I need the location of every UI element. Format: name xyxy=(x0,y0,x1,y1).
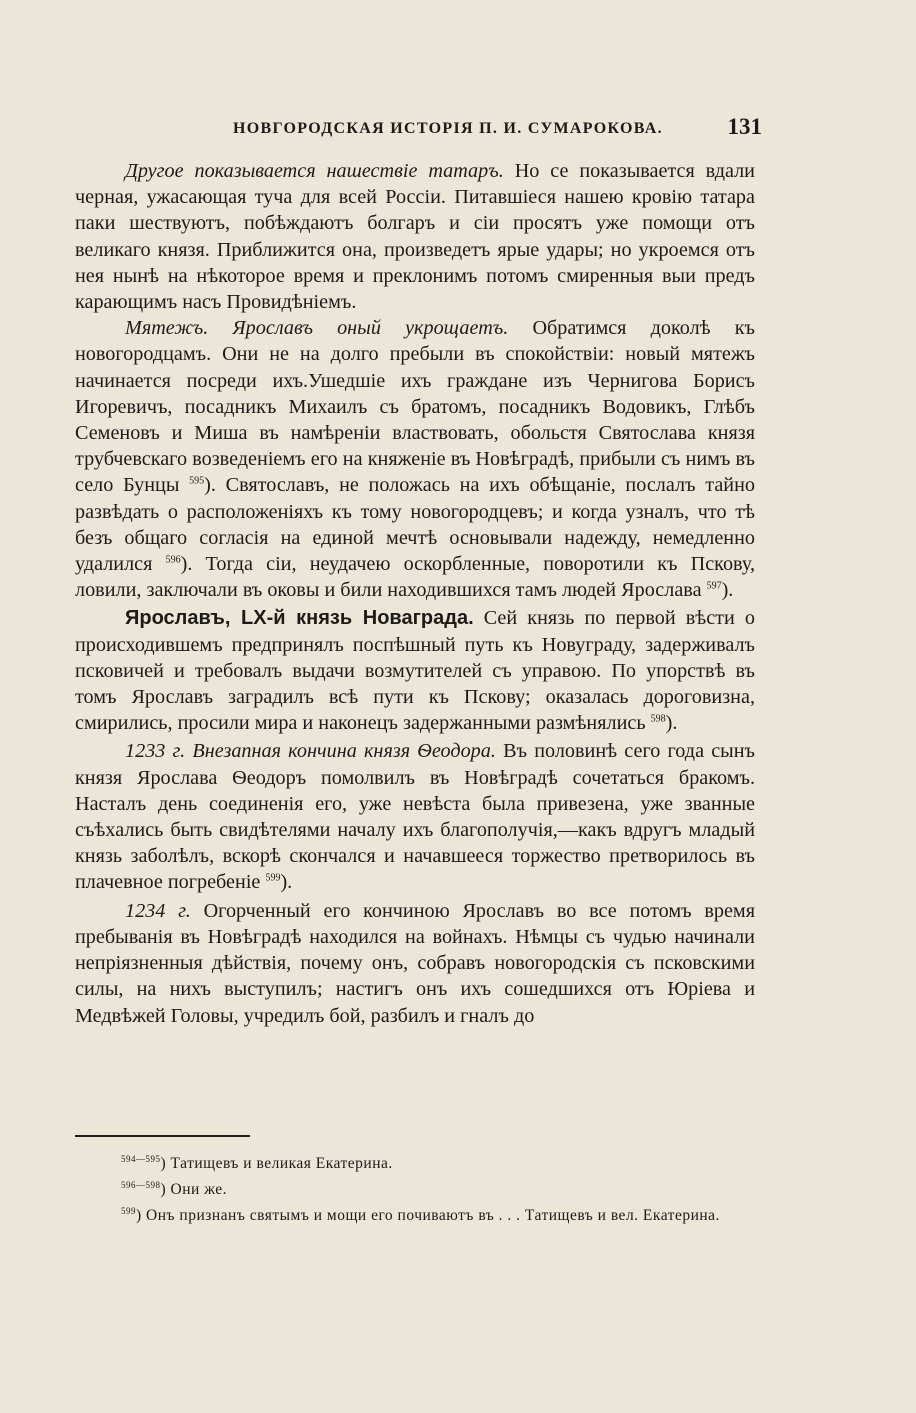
paragraph-body: ). Тогда сіи, неудачею оскорбленные, поворотили къ Пскову, ловили, заключали въ оковы и били находившихся тамъ людей Ярослава xyxy=(75,553,755,602)
footnote-ref: 599 xyxy=(265,872,281,884)
footnote-divider xyxy=(75,1135,250,1137)
paragraph-body: ). xyxy=(280,871,293,894)
paragraph-body: Сей князь по первой вѣсти о происходившемъ предпринялъ поспѣшный путь къ Новуграду, задерживалъ псковичей и требовалъ выдачи возмутителей съ управою. По упорствѣ въ томъ Ярославъ заградилъ всѣ пути къ Пскову; оказалась дороговизна, смирились, просили мира и наконецъ задержанными размѣнялись xyxy=(75,607,755,735)
footnote xyxy=(75,1151,755,1177)
paragraph-body: ). xyxy=(721,579,734,602)
paragraph-lead: Мятежъ. Ярославъ оный укрощаетъ. xyxy=(125,317,509,340)
footnote-ref: 596 xyxy=(165,554,181,566)
paragraph-lead: 1234 г. xyxy=(125,899,191,922)
footnote-text: ) Они же. xyxy=(160,1181,227,1198)
paragraph-yaroslav xyxy=(75,605,755,736)
paragraph-body: ). xyxy=(665,712,678,735)
paragraph-1234 xyxy=(75,898,755,1029)
footnote-text: ) Татищевъ и великая Екатерина. xyxy=(160,1155,393,1172)
main-text xyxy=(75,158,755,1029)
footnote-mark: 596—598 xyxy=(121,1179,161,1190)
paragraph-tatar-invasion xyxy=(75,158,755,315)
paragraph-body: Въ половинѣ сего года сынъ князя Ярослава Ѳеодоръ помолвилъ въ Новѣградѣ сочетаться бракомъ. Насталъ день соединенія его, уже невѣста была привезена, уже званные съѣхались быть свидѣтелями началу ихъ благополучія,—какъ вдругъ младый князь заболѣлъ, вскорѣ скончался и начавшееся торжество претворилось въ плачевное погребеніе xyxy=(75,740,755,894)
footnotes xyxy=(75,1151,755,1229)
footnote xyxy=(75,1177,755,1203)
page-header xyxy=(75,112,762,152)
section-heading: Ярославъ, LX-й князь Новаграда. xyxy=(125,607,474,630)
footnote-mark: 599 xyxy=(121,1205,136,1216)
paragraph-body: Обратимся доколѣ къ новогородцамъ. Они не на долго пребыли въ спокойствіи: новый мятежъ начинается посреди ихъ.Ушедшіе ихъ граждане изъ Чернигова Борисъ Игоревичъ, посадникъ Михаилъ съ братомъ, посадникъ Водовикъ, Глѣбъ Семеновъ и Миша въ намѣреніи властвовать, обольстя Святослава князя трубчевскаго возведеніемъ его на княженіе въ Новѣградѣ, прибыли съ нимъ въ село Бунцы xyxy=(75,317,755,497)
page-number: 131 xyxy=(727,114,762,139)
paragraph-body: Но се показывается вдали черная, ужасающая туча для всей Россіи. Питавшіеся нашею кровію татара паки шествуютъ, побѣждаютъ болгаръ и сіи просятъ уже помощи отъ великаго князя. Приближится она, произведетъ ярые удары; но укроемся отъ нея нынѣ на нѣкоторое время и преклонимъ потомъ смиренныя выи предъ карающимъ насъ Провидѣніемъ. xyxy=(75,160,755,314)
paragraph-mutiny xyxy=(75,315,755,603)
footnote xyxy=(75,1203,755,1229)
footnote-mark: 594—595 xyxy=(121,1153,161,1164)
footnote-text: ) Онъ признанъ святымъ и мощи его почиваютъ въ . . . Татищевъ и вел. Екатерина. xyxy=(136,1207,720,1224)
paragraph-body: Огорченный его кончиною Ярославъ во все потомъ время пребыванія въ Новѣградѣ находился на войнахъ. Нѣмцы съ чудью начинали непріязненныя дѣйствія, почему онъ, собравъ новогородскія съ псковскими силы, на нихъ выступилъ; настигъ онъ ихъ сошедшихся отъ Юріева и Медвѣжей Головы, учредилъ бой, разбилъ и гналъ до xyxy=(75,899,755,1027)
footnote-ref: 597 xyxy=(706,580,722,592)
paragraph-body: ). Святославъ, не положась на ихъ обѣщаніе, послалъ тайно развѣдать о расположеніяхъ къ тому новогородцевъ; и когда узналъ, что тѣ безъ общаго согласія на единой мечтѣ основывали надежду, немедленно удалился xyxy=(75,474,755,576)
paragraph-1233 xyxy=(75,738,755,895)
running-title: НОВГОРОДСКАЯ ИСТОРІЯ П. И. СУМАРОКОВА. xyxy=(233,120,663,137)
paragraph-lead: 1233 г. Внезапная кончина князя Ѳеодора. xyxy=(125,740,496,763)
footnote-ref: 595 xyxy=(189,475,205,487)
footnote-ref: 598 xyxy=(650,713,666,725)
paragraph-lead: Другое показывается нашествіе татаръ. xyxy=(125,160,504,182)
